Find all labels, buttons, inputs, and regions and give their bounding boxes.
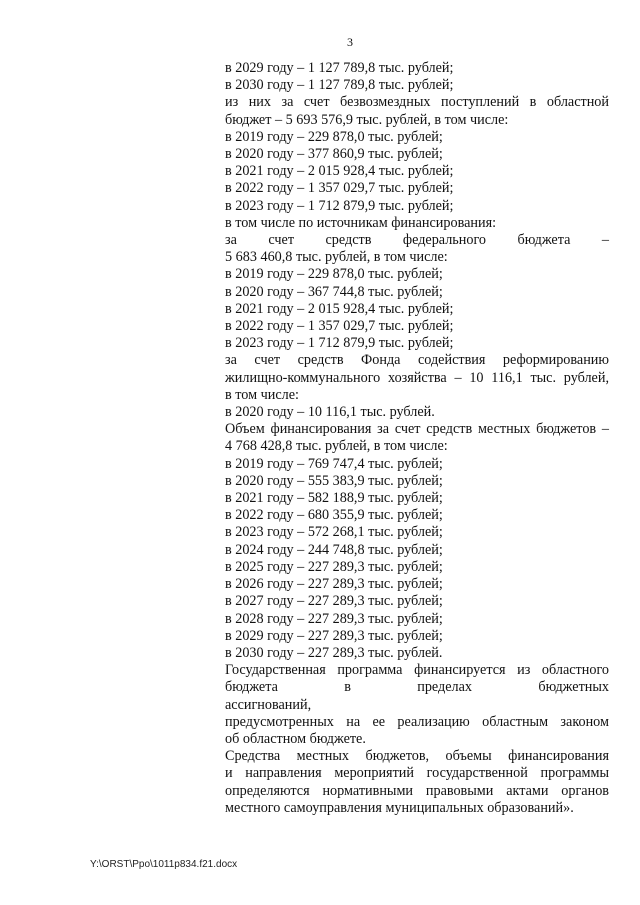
text-line: в 2019 году – 229 878,0 тыс. рублей; (225, 266, 443, 283)
text-line: об областном бюджете. (225, 730, 366, 747)
word: бюджета (517, 232, 571, 249)
text-line: в 2019 году – 769 747,4 тыс. рублей; (225, 455, 443, 472)
text-line: Объем финансирования за счет средств местных бюджетов – (225, 421, 609, 438)
text-line: бюджета в пределах бюджетных ассигнований, (225, 679, 609, 713)
text-line: в 2024 году – 244 748,8 тыс. рублей; (225, 541, 443, 558)
text-line: в 2028 году – 227 289,3 тыс. рублей; (225, 610, 443, 627)
text-line: в 2025 году – 227 289,3 тыс. рублей; (225, 558, 443, 575)
text-line: Государственная программа финансируется из областного (225, 662, 609, 679)
text-line: в 2021 году – 582 188,9 тыс. рублей; (225, 490, 443, 507)
text-line: в 2026 году – 227 289,3 тыс. рублей; (225, 576, 443, 593)
text-line: в 2030 году – 227 289,3 тыс. рублей. (225, 644, 443, 661)
text-line: определяются нормативными правовыми актами органов (225, 782, 609, 799)
text-line: в 2023 году – 1 712 879,9 тыс. рублей; (225, 197, 454, 214)
text-line: предусмотренных на ее реализацию областным законом (225, 713, 609, 730)
text-line: в 2020 году – 367 744,8 тыс. рублей; (225, 283, 443, 300)
text-line: 5 683 460,8 тыс. рублей, в том числе: (225, 249, 448, 266)
text-line: в 2023 году – 572 268,1 тыс. рублей; (225, 524, 443, 541)
word: за (225, 232, 237, 249)
text-line: в 2023 году – 1 712 879,9 тыс. рублей; (225, 335, 454, 352)
text-line: в 2020 году – 10 116,1 тыс. рублей. (225, 404, 435, 421)
text-line: в 2021 году – 2 015 928,4 тыс. рублей; (225, 163, 454, 180)
text-line: и направления мероприятий государственной программы (225, 765, 609, 782)
word: средств (325, 232, 372, 249)
text-line: местного самоуправления муниципальных образований». (225, 799, 574, 816)
federal-budget-line (225, 232, 609, 249)
text-line: в 2029 году – 1 127 789,8 тыс. рублей; (225, 60, 454, 76)
footer-file-path: Y:\ORST\Ppo\1011p834.f21.docx (90, 859, 238, 870)
word: федерального (402, 232, 487, 249)
word: счет (268, 232, 295, 249)
text-line: в 2022 году – 680 355,9 тыс. рублей; (225, 507, 443, 524)
text-line: из них за счет безвозмездных поступлений в областной (225, 94, 609, 111)
text-line: в 2020 году – 377 860,9 тыс. рублей; (225, 146, 443, 163)
text-line: в 2021 году – 2 015 928,4 тыс. рублей; (225, 300, 454, 317)
text-line: в 2027 году – 227 289,3 тыс. рублей; (225, 593, 443, 610)
text-line: Средства местных бюджетов, объемы финансирования (225, 748, 609, 765)
text-line: за счет средств Фонда содействия реформированию (225, 352, 609, 369)
text-line: в 2029 году – 227 289,3 тыс. рублей; (225, 627, 443, 644)
text-line: в 2030 году – 1 127 789,8 тыс. рублей; (225, 77, 454, 94)
word: – (601, 232, 609, 249)
text-line: жилищно-коммунального хозяйства – 10 116,1 тыс. рублей, (225, 369, 609, 386)
text-line: в том числе: (225, 386, 299, 403)
text-line: 4 768 428,8 тыс. рублей, в том числе: (225, 438, 448, 455)
text-line: в 2022 году – 1 357 029,7 тыс. рублей; (225, 180, 454, 197)
text-line: в 2022 году – 1 357 029,7 тыс. рублей; (225, 318, 454, 335)
document-body (225, 60, 609, 817)
page-number: 3 (347, 35, 353, 49)
text-line: в 2020 году – 555 383,9 тыс. рублей; (225, 472, 443, 489)
text-line: в 2019 году – 229 878,0 тыс. рублей; (225, 128, 443, 145)
text-line: в том числе по источникам финансирования: (225, 214, 497, 231)
text-line: бюджет – 5 693 576,9 тыс. рублей, в том числе: (225, 111, 509, 128)
